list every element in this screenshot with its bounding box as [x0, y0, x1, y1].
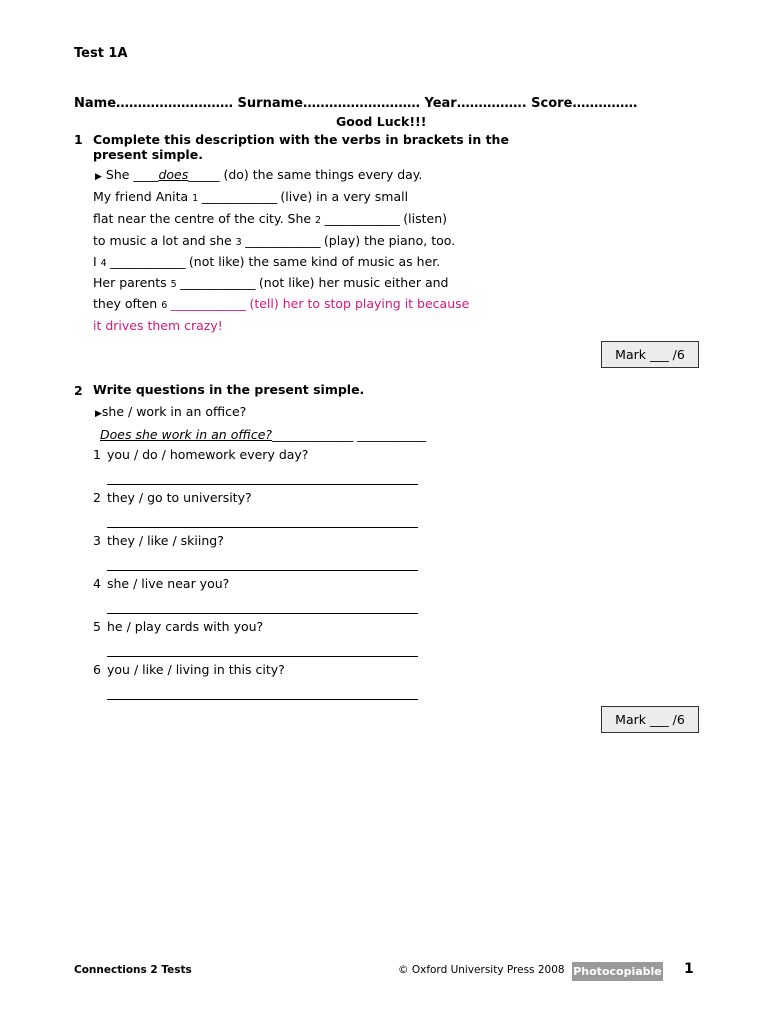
question-prompt: he / play cards with you? — [107, 619, 264, 634]
exercise-1-mark-box: Mark ___ /6 — [601, 341, 699, 368]
question-number: 1 — [93, 447, 101, 462]
footer-book-title: Connections 2 Tests — [74, 964, 192, 976]
gap-number: 3 — [235, 237, 242, 248]
exercise-1-instruction: Complete this description with the verbs in brackets in the — [93, 132, 509, 147]
exercise-2-example-prompt: ▶she / work in an office? — [95, 404, 247, 419]
exercise-1-number: 1 — [74, 132, 83, 147]
good-luck-text: Good Luck!!! — [336, 114, 427, 129]
gap-blank[interactable]: _____________ — [198, 189, 277, 204]
example-answer: does — [158, 167, 189, 182]
exercise-1-instruction-cont: present simple. — [93, 147, 203, 162]
exercise-1-line: to music a lot and she 3 _____________ (play) the piano, too. — [93, 233, 456, 248]
answer-line[interactable] — [107, 656, 418, 657]
exercise-1-line: I 4 _____________ (not like) the same kind of music as her. — [93, 254, 441, 269]
page-number: 1 — [684, 961, 694, 977]
question-prompt: they / like / skiing? — [107, 533, 224, 548]
gap-blank[interactable]: _____________ — [176, 275, 255, 290]
test-title: Test 1A — [74, 46, 128, 61]
question-prompt: you / do / homework every day? — [107, 447, 309, 462]
question-prompt: you / like / living in this city? — [107, 662, 285, 677]
exercise-1-line: My friend Anita 1 _____________ (live) in a very small — [93, 189, 409, 204]
exercise-1-last-line: it drives them crazy! — [93, 318, 223, 333]
gap-number: 6 — [161, 300, 168, 311]
answer-line[interactable] — [107, 484, 418, 485]
exercise-2-mark-box: Mark ___ /6 — [601, 706, 699, 733]
exercise-1-line: they often 6 _____________ (tell) her to stop playing it because — [93, 296, 470, 311]
question-number: 2 — [93, 490, 101, 505]
footer-copyright: © Oxford University Press 2008 — [398, 964, 565, 976]
question-number: 6 — [93, 662, 101, 677]
question-number: 3 — [93, 533, 101, 548]
question-prompt: they / go to university? — [107, 490, 252, 505]
question-number: 5 — [93, 619, 101, 634]
gap-blank[interactable]: _____________ — [241, 233, 320, 248]
answer-line[interactable] — [107, 699, 418, 700]
exercise-1-line: flat near the centre of the city. She 2 _____________ (listen) — [93, 211, 448, 226]
gap-blank[interactable]: _____________ — [321, 211, 400, 226]
gap-number: 4 — [100, 258, 107, 269]
exercise-1-line: Her parents 5 _____________ (not like) her music either and — [93, 275, 449, 290]
answer-line[interactable] — [107, 613, 418, 614]
answer-line[interactable] — [107, 570, 418, 571]
example-arrow-icon: ▶ — [95, 409, 102, 419]
photocopiable-badge: Photocopiable — [572, 962, 663, 981]
exercise-2-instruction: Write questions in the present simple. — [93, 382, 365, 397]
question-prompt: she / live near you? — [107, 576, 230, 591]
exercise-2-example-answer: Does she work in an office?_____________ ___________ — [100, 427, 427, 442]
gap-blank[interactable]: _____________ — [167, 296, 246, 311]
gap-blank[interactable]: _____________ — [106, 254, 185, 269]
gap-number: 5 — [170, 279, 177, 290]
gap-number: 1 — [192, 193, 199, 204]
student-fields-line: Name……………………… Surname……………………… Year……………. Score…………… — [74, 96, 638, 111]
example-arrow-icon: ▶ — [95, 172, 102, 182]
answer-line[interactable] — [107, 527, 418, 528]
gap-number: 2 — [315, 215, 322, 226]
exercise-2-number: 2 — [74, 383, 83, 398]
exercise-1-example: ▶ She ____does_____ (do) the same things every day. — [95, 167, 423, 182]
question-number: 4 — [93, 576, 101, 591]
